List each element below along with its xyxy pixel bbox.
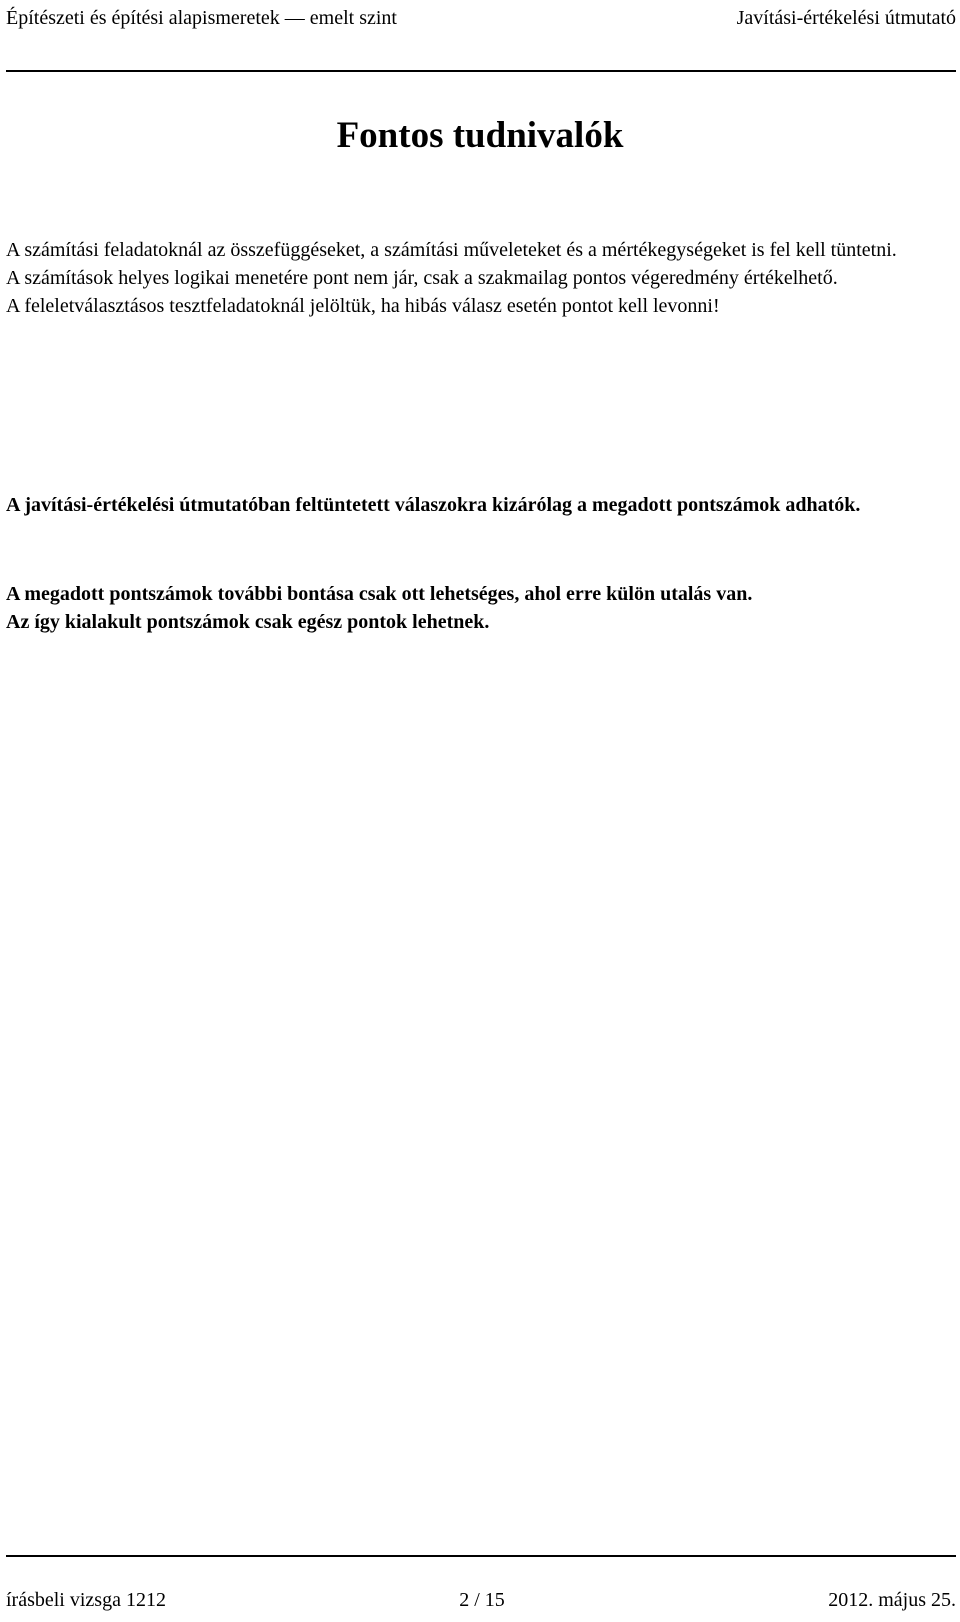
header-document-type: Javítási-értékelési útmutató <box>736 7 956 29</box>
rule-block-points <box>6 491 956 519</box>
note-logical-steps: A számítások helyes logikai menetére pont nem jár, csak a szakmailag pontos végeredmény értékelhető. <box>6 267 838 289</box>
note-calculation-units: A számítási feladatoknál az összefüggéseket, a számítási műveleteket és a mértékegységeket is fel kell tüntetni. <box>6 239 897 261</box>
note-multiple-choice: A feleletválasztásos tesztfeladatoknál jelöltük, ha hibás válasz esetén pontot kell levonni! <box>6 295 720 317</box>
header-subject: Építészeti és építési alapismeretek — emelt szint <box>6 7 397 29</box>
rule-whole-points: Az így kialakult pontszámok csak egész pontok lehetnek. <box>6 611 490 633</box>
page-header <box>6 0 956 72</box>
footer-date: 2012. május 25. <box>828 1589 956 1611</box>
rule-block-breakdown <box>6 580 956 636</box>
footer-page-number: 2 / 15 <box>459 1589 505 1611</box>
page-footer <box>6 1555 956 1622</box>
notes-section <box>6 236 956 320</box>
rule-given-points: A javítási-értékelési útmutatóban feltüntetett válaszokra kizárólag a megadott pontszámok adhatók. <box>6 494 861 516</box>
footer-exam-code: írásbeli vizsga 1212 <box>6 1589 166 1611</box>
rule-breakdown: A megadott pontszámok további bontása csak ott lehetséges, ahol erre külön utalás van. <box>6 583 753 605</box>
page-title: Fontos tudnivalók <box>336 115 624 156</box>
